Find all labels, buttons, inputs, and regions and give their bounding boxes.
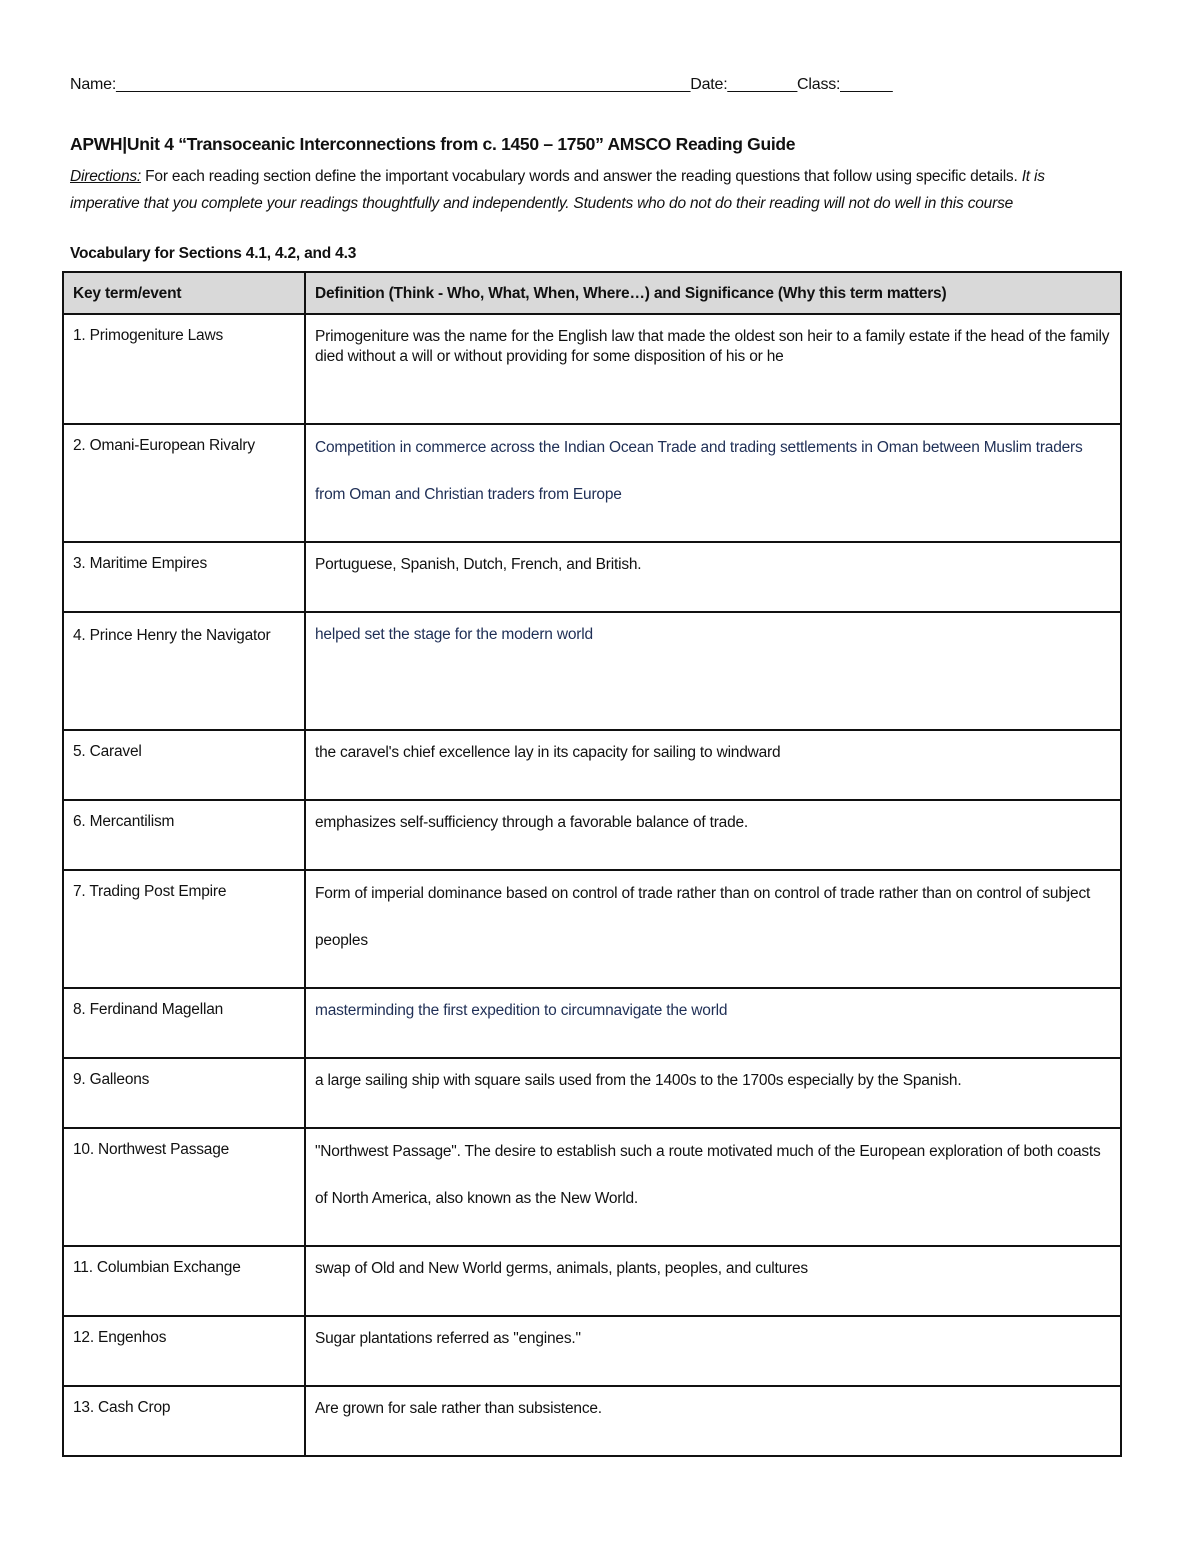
definition-cell[interactable] (305, 1316, 1121, 1386)
vocab-table (62, 271, 1122, 1457)
term-text: 13. Cash Crop (73, 1399, 171, 1416)
table-row (63, 800, 1121, 870)
definition-text: helped set the stage for the modern world (315, 626, 593, 643)
definition-cell[interactable] (305, 730, 1121, 800)
vocab-heading: Vocabulary for Sections 4.1, 4.2, and 4.3 (70, 245, 357, 262)
table-row (63, 542, 1121, 612)
definition-text: swap of Old and New World germs, animals, plants, peoples, and cultures (315, 1260, 808, 1277)
table-row (63, 730, 1121, 800)
definition-cell[interactable] (305, 542, 1121, 612)
definition-cell[interactable] (305, 314, 1121, 424)
term-cell (63, 314, 305, 424)
table-row (63, 424, 1121, 542)
term-cell (63, 424, 305, 542)
table-row (63, 1128, 1121, 1246)
table-row (63, 1058, 1121, 1128)
term-text: 12. Engenhos (73, 1329, 167, 1346)
table-header-row (63, 272, 1121, 314)
definition-text: "Northwest Passage". The desire to establish such a route motivated much of the European exploration of both coasts of North America, also known as the New World. (315, 1143, 1101, 1207)
definition-text: Primogeniture was the name for the English law that made the oldest son heir to a family estate if the head of the family died without a will or without providing for some disposition of his or he (315, 328, 1110, 365)
term-cell (63, 612, 305, 730)
term-cell (63, 988, 305, 1058)
definition-text: Sugar plantations referred as "engines." (315, 1330, 581, 1347)
definition-cell[interactable] (305, 1128, 1121, 1246)
definition-text: the caravel's chief excellence lay in its capacity for sailing to windward (315, 744, 781, 761)
definition-text: Competition in commerce across the Indian Ocean Trade and trading settlements in Oman between Muslim traders from Oman and Christian traders from Europe (315, 439, 1083, 503)
term-cell (63, 1316, 305, 1386)
term-cell (63, 1128, 305, 1246)
name-date-class-line: Name:__________________________________________________________________Date:________Class:______ (70, 76, 893, 93)
term-text: 9. Galleons (73, 1071, 150, 1088)
definition-cell[interactable] (305, 800, 1121, 870)
term-cell (63, 1246, 305, 1316)
term-text: 6. Mercantilism (73, 813, 175, 830)
page-title: APWH|Unit 4 “Transoceanic Interconnections from c. 1450 – 1750” AMSCO Reading Guide (70, 134, 796, 154)
table-row (63, 314, 1121, 424)
term-cell (63, 542, 305, 612)
term-cell (63, 730, 305, 800)
definition-cell[interactable] (305, 1058, 1121, 1128)
term-text: 5. Caravel (73, 743, 142, 760)
definition-text: Form of imperial dominance based on control of trade rather than on control of trade rather than on control of subject peoples (315, 885, 1091, 949)
term-text: 7. Trading Post Empire (73, 883, 227, 900)
header-definition: Definition (Think - Who, What, When, Where…) and Significance (Why this term matters) (305, 272, 1121, 314)
definition-cell[interactable] (305, 1386, 1121, 1456)
term-text: 3. Maritime Empires (73, 555, 208, 572)
table-row (63, 1246, 1121, 1316)
table-row (63, 1386, 1121, 1456)
definition-cell[interactable] (305, 612, 1121, 730)
header-key-term: Key term/event (63, 272, 305, 314)
table-row (63, 988, 1121, 1058)
definition-text: Are grown for sale rather than subsistence. (315, 1400, 602, 1417)
term-text: 4. Prince Henry the Navigator (73, 627, 271, 644)
table-row (63, 870, 1121, 988)
table-row (63, 1316, 1121, 1386)
directions (70, 163, 1110, 217)
term-text: 11. Columbian Exchange (73, 1259, 241, 1276)
term-cell (63, 870, 305, 988)
definition-text: masterminding the first expedition to circumnavigate the world (315, 1002, 728, 1019)
definition-text: Portuguese, Spanish, Dutch, French, and British. (315, 556, 642, 573)
directions-label: Directions: (70, 168, 142, 185)
term-text: 1. Primogeniture Laws (73, 327, 224, 344)
term-cell (63, 800, 305, 870)
term-text: 2. Omani-European Rivalry (73, 437, 255, 454)
definition-cell[interactable] (305, 424, 1121, 542)
definition-cell[interactable] (305, 870, 1121, 988)
directions-warning: It is imperative that you complete your readings thoughtfully and independently. Students who do not do their reading will not do well in this course (70, 168, 1045, 212)
term-cell (63, 1058, 305, 1128)
directions-text: For each reading section define the important vocabulary words and answer the reading questions that follow using specific details. (141, 168, 1022, 185)
definition-text: emphasizes self-sufficiency through a favorable balance of trade. (315, 814, 749, 831)
definition-cell[interactable] (305, 988, 1121, 1058)
definition-text: a large sailing ship with square sails used from the 1400s to the 1700s especially by the Spanish. (315, 1072, 962, 1089)
definition-cell[interactable] (305, 1246, 1121, 1316)
table-row (63, 612, 1121, 730)
term-text: 8. Ferdinand Magellan (73, 1001, 224, 1018)
term-text: 10. Northwest Passage (73, 1141, 230, 1158)
term-cell (63, 1386, 305, 1456)
